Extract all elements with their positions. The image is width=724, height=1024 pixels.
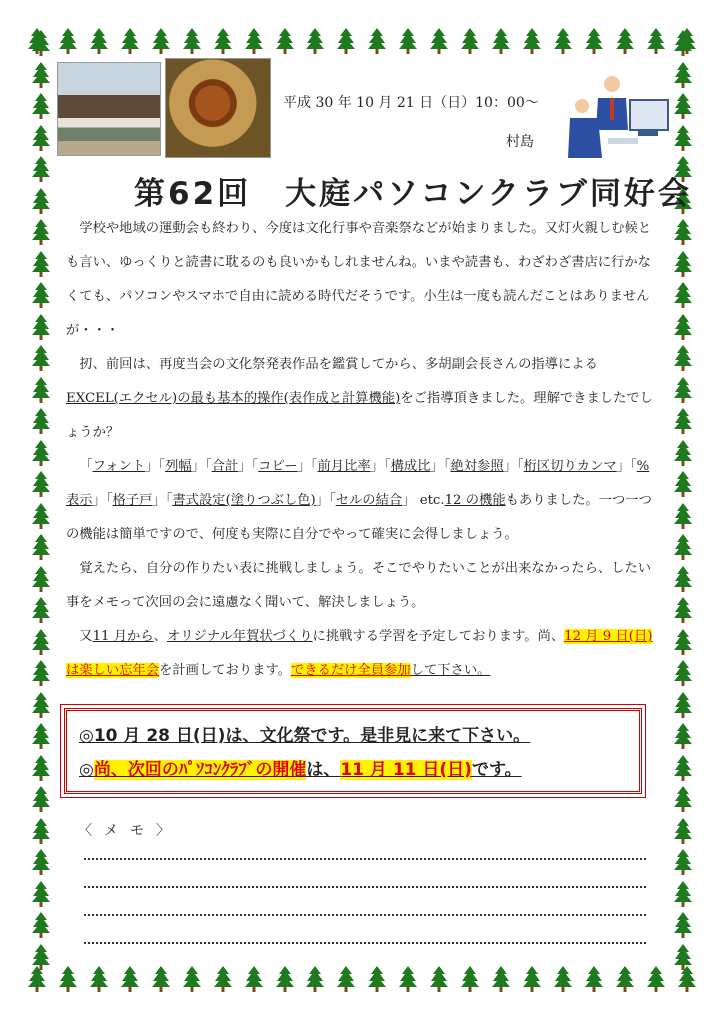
- pine-tree-icon: [183, 966, 201, 992]
- memo-line[interactable]: [84, 942, 646, 944]
- pine-tree-icon: [32, 849, 50, 875]
- pine-tree-icon: [59, 966, 77, 992]
- pine-tree-icon: [32, 755, 50, 781]
- pine-tree-icon: [32, 471, 50, 497]
- pine-tree-icon: [430, 28, 448, 54]
- function-item: 「フォント」: [79, 459, 159, 474]
- paragraph-2: 扨、前回は、再度当会の文化祭発表作品を鑑賞してから、多胡副会長さんの指導によるEXCEL(エクセル)の最も基本的操作(表作成と計算機能)をご指導頂きました。理解できましたでしょうか？: [66, 357, 653, 440]
- paragraph-4: 覚えたら、自分の作りたい表に挑戦しましょう。そこでやりたいことが出来なかったら、したい事をメモって次回の会に遠慮なく聞いて、解決しましょう。: [66, 561, 652, 610]
- function-item: 「%表示」: [66, 459, 650, 508]
- pine-tree-icon: [674, 881, 692, 907]
- tree-border-top: [28, 28, 696, 56]
- pine-tree-icon: [32, 723, 50, 749]
- pine-tree-icon: [461, 966, 479, 992]
- pine-tree-icon: [32, 818, 50, 844]
- pine-tree-icon: [32, 503, 50, 529]
- pine-tree-icon: [523, 28, 541, 54]
- pine-tree-icon: [674, 408, 692, 434]
- pine-tree-icon: [399, 28, 417, 54]
- pine-tree-icon: [306, 966, 324, 992]
- pine-tree-icon: [32, 660, 50, 686]
- chestnut-photo: [165, 58, 271, 158]
- pine-tree-icon: [554, 28, 572, 54]
- pine-tree-icon: [32, 881, 50, 907]
- function-item: 「列幅」: [158, 459, 205, 474]
- pine-tree-icon: [674, 377, 692, 403]
- pine-tree-icon: [59, 28, 77, 54]
- notice-next-meeting: ◎尚、次回のﾊﾟｿｺﾝｸﾗﾌﾞの開催は、11 月 11 日(日)です。: [79, 760, 522, 780]
- paragraph-3: 「フォント」「列幅」「合計」「コピー」「前月比率」「構成比」「絶対参照」「桁区切りカンマ」「%表示」「格子戸」「書式設定(塗りつぶし色)」「セルの結合」 etc.12 の機能もありました。一つ一つの機能は簡単ですので、何度も実際に自分でやって確実に会得しましょう。: [66, 459, 652, 542]
- pine-tree-icon: [32, 345, 50, 371]
- function-item: 「前月比率」: [310, 459, 384, 474]
- pine-tree-icon: [276, 28, 294, 54]
- pine-tree-icon: [616, 28, 634, 54]
- pine-tree-icon: [523, 966, 541, 992]
- body-text: [66, 212, 656, 688]
- pine-tree-icon: [32, 314, 50, 340]
- pine-tree-icon: [647, 966, 665, 992]
- office-workers-illustration: [568, 70, 678, 160]
- date-line: 平成 30 年 10 月 21 日（日）10：00～: [283, 95, 539, 111]
- pine-tree-icon: [306, 28, 324, 54]
- pine-tree-icon: [368, 966, 386, 992]
- pine-tree-icon: [674, 849, 692, 875]
- pine-tree-icon: [647, 28, 665, 54]
- pine-tree-icon: [337, 966, 355, 992]
- pine-tree-icon: [32, 912, 50, 938]
- paragraph-1: 学校や地域の運動会も終わり、今度は文化行事や音楽祭などが始まりました。又灯火親しむ候とも言い、ゆっくりと読書に耽るのも良いかもしれませんね。いまや読書も、わざわざ書店に行かなくても、パソコンやスマホで自由に読める時代だそうです。小生は一度も読んだことはありませんが・・・: [66, 221, 652, 338]
- pine-tree-icon: [674, 944, 692, 970]
- memo-line[interactable]: [84, 886, 646, 888]
- pine-tree-icon: [32, 188, 50, 214]
- pine-tree-icon: [32, 566, 50, 592]
- pine-tree-icon: [276, 966, 294, 992]
- pine-tree-icon: [152, 28, 170, 54]
- pine-tree-icon: [32, 282, 50, 308]
- pine-tree-icon: [674, 534, 692, 560]
- pine-tree-icon: [368, 28, 386, 54]
- pine-tree-icon: [152, 966, 170, 992]
- pine-tree-icon: [32, 125, 50, 151]
- pine-tree-icon: [674, 251, 692, 277]
- pine-tree-icon: [674, 30, 692, 56]
- pine-tree-icon: [245, 966, 263, 992]
- pine-tree-icon: [32, 408, 50, 434]
- pine-tree-icon: [214, 28, 232, 54]
- tree-border-bottom: [28, 966, 696, 994]
- pine-tree-icon: [674, 660, 692, 686]
- pine-tree-icon: [32, 944, 50, 970]
- pine-tree-icon: [674, 629, 692, 655]
- paragraph-5: 又11 月から、オリジナル年賀状づくりに挑戦する学習を予定しております。尚、12 月 9 日(日)は楽しい忘年会を計画しております。できるだけ全員参加して下さい。: [66, 629, 653, 678]
- pine-tree-icon: [674, 219, 692, 245]
- function-item: 「合計」: [204, 459, 252, 474]
- pine-tree-icon: [674, 597, 692, 623]
- author-name: 村島: [506, 134, 534, 150]
- function-item: 「書式設定(塗りつぶし色)」: [165, 493, 330, 508]
- pine-tree-icon: [674, 692, 692, 718]
- function-item: 「セルの結合」: [329, 493, 416, 508]
- notice-box: [64, 708, 642, 794]
- function-item: 「コピー」: [251, 459, 311, 474]
- memo-label: 〈メモ〉: [78, 823, 182, 839]
- pine-tree-icon: [32, 219, 50, 245]
- pine-tree-icon: [616, 966, 634, 992]
- pine-tree-icon: [585, 28, 603, 54]
- pine-tree-icon: [674, 440, 692, 466]
- notice-festival: ◎10 月 28 日(日)は、文化祭です。是非見に来て下さい。: [79, 726, 531, 746]
- pine-tree-icon: [585, 966, 603, 992]
- pine-tree-icon: [674, 818, 692, 844]
- pine-tree-icon: [674, 786, 692, 812]
- pine-tree-icon: [32, 597, 50, 623]
- pine-tree-icon: [430, 966, 448, 992]
- pine-tree-icon: [492, 28, 510, 54]
- pine-tree-icon: [245, 28, 263, 54]
- pine-tree-icon: [32, 30, 50, 56]
- pine-tree-icon: [674, 912, 692, 938]
- pine-tree-icon: [674, 503, 692, 529]
- pine-tree-icon: [674, 566, 692, 592]
- pine-tree-icon: [121, 966, 139, 992]
- pine-tree-icon: [674, 471, 692, 497]
- pine-tree-icon: [32, 62, 50, 88]
- boat-photo: [57, 62, 161, 156]
- function-item: 「構成比」: [383, 459, 444, 474]
- tree-border-left: [32, 30, 52, 970]
- pine-tree-icon: [32, 534, 50, 560]
- pine-tree-icon: [554, 966, 572, 992]
- pine-tree-icon: [121, 28, 139, 54]
- pine-tree-icon: [32, 251, 50, 277]
- pine-tree-icon: [90, 28, 108, 54]
- pine-tree-icon: [32, 93, 50, 119]
- pine-tree-icon: [492, 966, 510, 992]
- pine-tree-icon: [674, 723, 692, 749]
- pine-tree-icon: [674, 314, 692, 340]
- pine-tree-icon: [214, 966, 232, 992]
- pine-tree-icon: [337, 28, 355, 54]
- pine-tree-icon: [674, 345, 692, 371]
- pine-tree-icon: [32, 440, 50, 466]
- pine-tree-icon: [32, 629, 50, 655]
- pine-tree-icon: [399, 966, 417, 992]
- pine-tree-icon: [461, 28, 479, 54]
- function-item: 「桁区切りカンマ」: [516, 459, 630, 474]
- pine-tree-icon: [90, 966, 108, 992]
- pine-tree-icon: [32, 377, 50, 403]
- memo-line[interactable]: [84, 858, 646, 860]
- memo-line[interactable]: [84, 914, 646, 916]
- page-title: 第62回 大庭パソコンクラブ同好会: [134, 176, 692, 212]
- pine-tree-icon: [32, 786, 50, 812]
- pine-tree-icon: [674, 755, 692, 781]
- pine-tree-icon: [183, 28, 201, 54]
- pine-tree-icon: [674, 282, 692, 308]
- function-item: 「格子戸」: [105, 493, 166, 508]
- function-item: 「絶対参照」: [443, 459, 517, 474]
- pine-tree-icon: [32, 692, 50, 718]
- pine-tree-icon: [32, 156, 50, 182]
